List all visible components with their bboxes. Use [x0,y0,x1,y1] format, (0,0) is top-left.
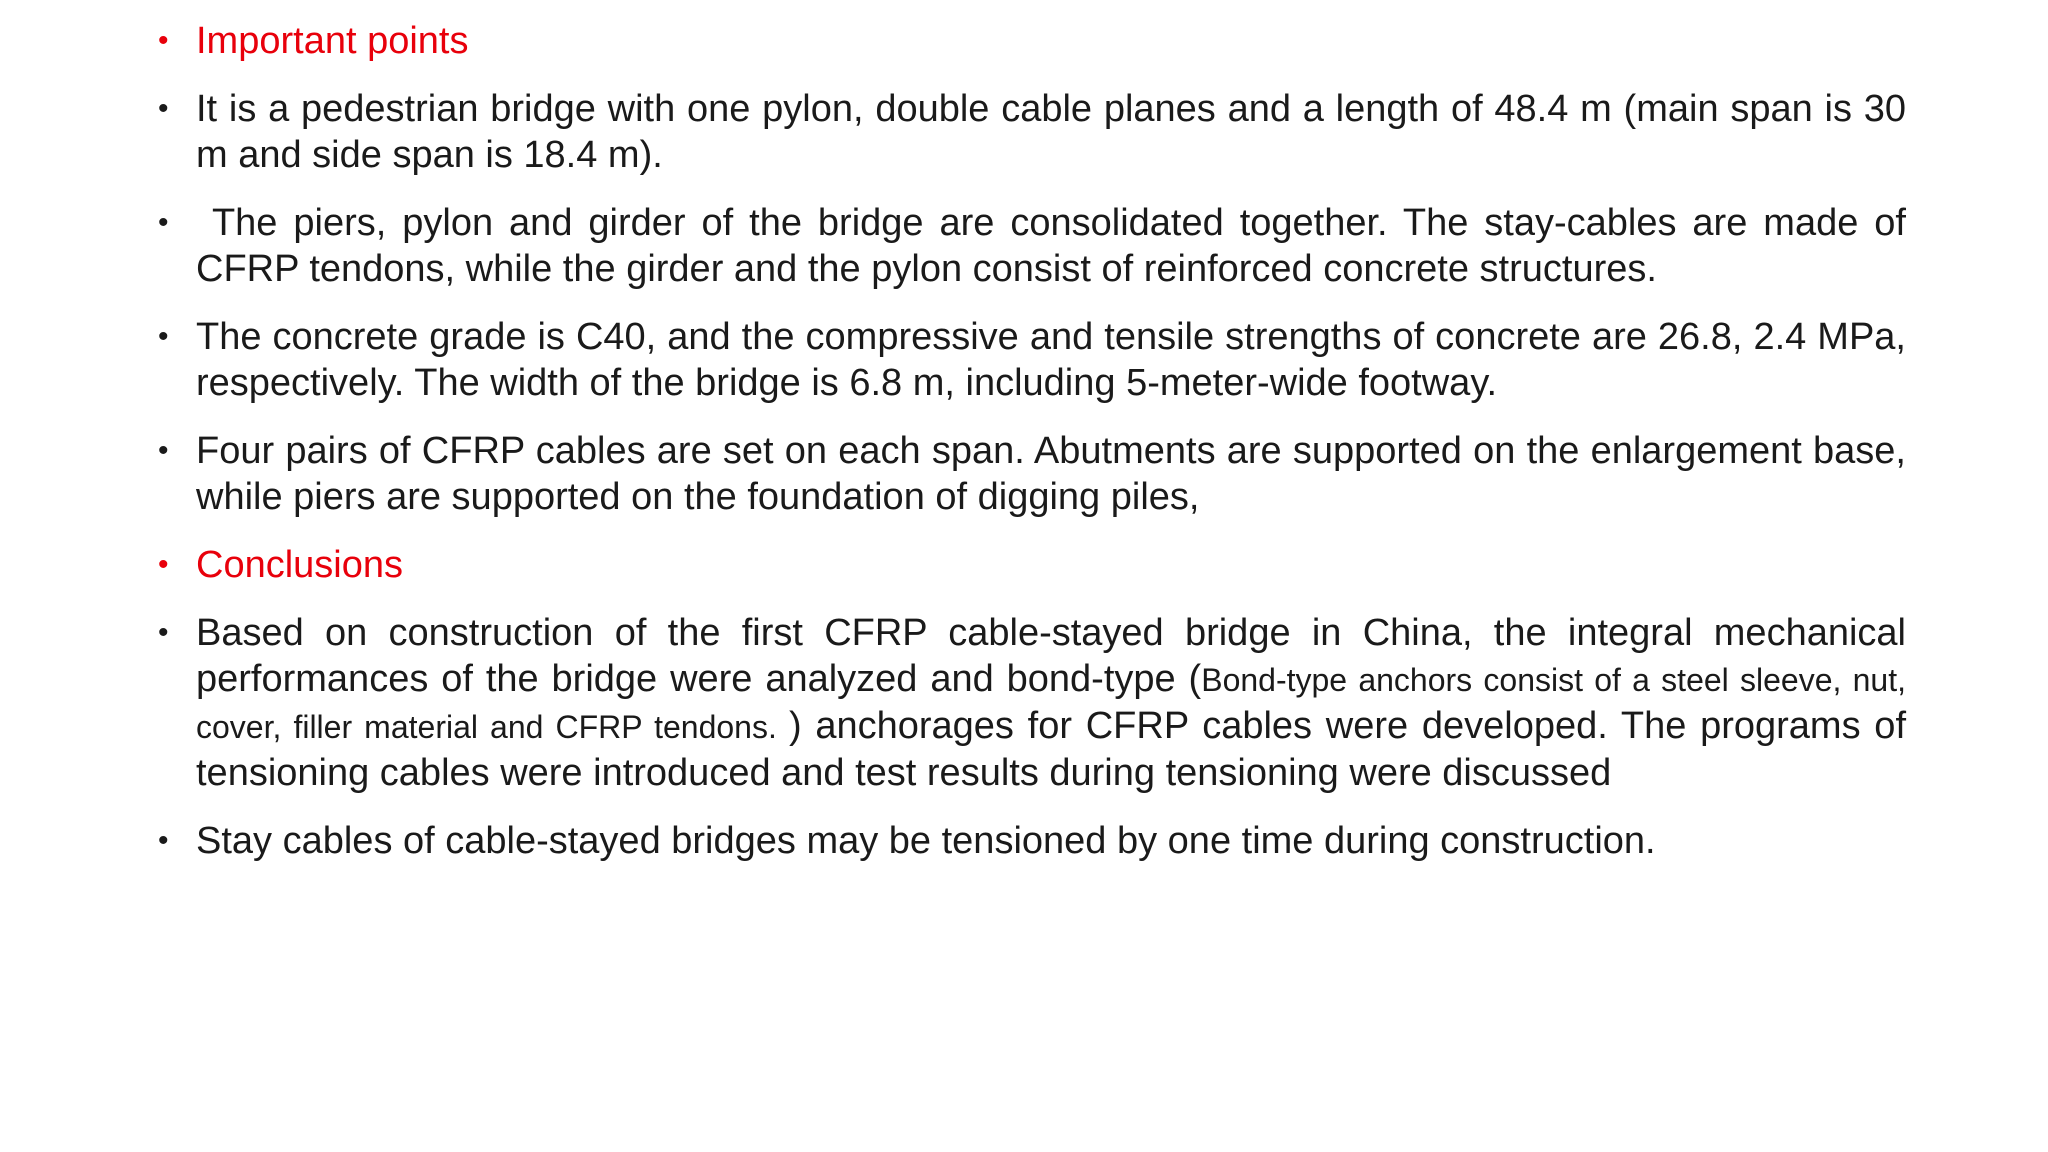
bullet-text-part2: ) anchorages for CFRP cables were developed. The programs of tensioning cables were introduced and test results during tensioning were discussed [196,705,1906,794]
bullet-item [158,314,1906,406]
bullet-text: Four pairs of CFRP cables are set on each span. Abutments are supported on the enlargement base, while piers are supported on the foundation of digging piles, [196,430,1906,518]
bullet-icon: • [158,434,169,467]
bullet-text: The concrete grade is C40, and the compressive and tensile strengths of concrete are 26.8, 2.4 MPa, respectively. The width of the bridge is 6.8 m, including 5-meter-wide footway. [196,316,1906,404]
bullet-text: Conclusions [196,544,403,586]
bullet-list [158,18,1917,886]
bullet-icon: • [158,548,169,581]
heading-conclusions [158,542,1906,588]
bond-type-note: Bond-type anchors consist of a steel sleeve, nut, cover, filler material and CFRP tendons. [196,662,1907,745]
bullet-item [158,428,1906,520]
bullet-text: The piers, pylon and girder of the bridge are consolidated together. The stay-cables are made of CFRP tendons, while the girder and the pylon consist of reinforced concrete structures. [196,202,1917,290]
bullet-icon: • [158,824,169,857]
bullet-text: Important points [196,20,469,62]
heading-important-points [158,18,1906,64]
bullet-text-part1: Based on construction of the first CFRP cable-stayed bridge in China, the integral mechanical performances of the bridge were analyzed and bond-type ( [196,612,1906,700]
bullet-icon: • [158,320,169,353]
bullet-item [158,86,1906,178]
bullet-icon: • [158,24,169,57]
bullet-item-conclusion [158,610,1906,796]
bullet-icon: • [158,616,169,649]
bullet-icon: • [158,206,169,239]
bullet-text: Stay cables of cable-stayed bridges may be tensioned by one time during construction. [196,820,1656,862]
bullet-item [158,200,1917,292]
bullet-item [158,818,1906,864]
bullet-icon: • [158,92,169,125]
bullet-text: It is a pedestrian bridge with one pylon, double cable planes and a length of 48.4 m (main span is 30 m and side span is 18.4 m). [196,88,1906,176]
